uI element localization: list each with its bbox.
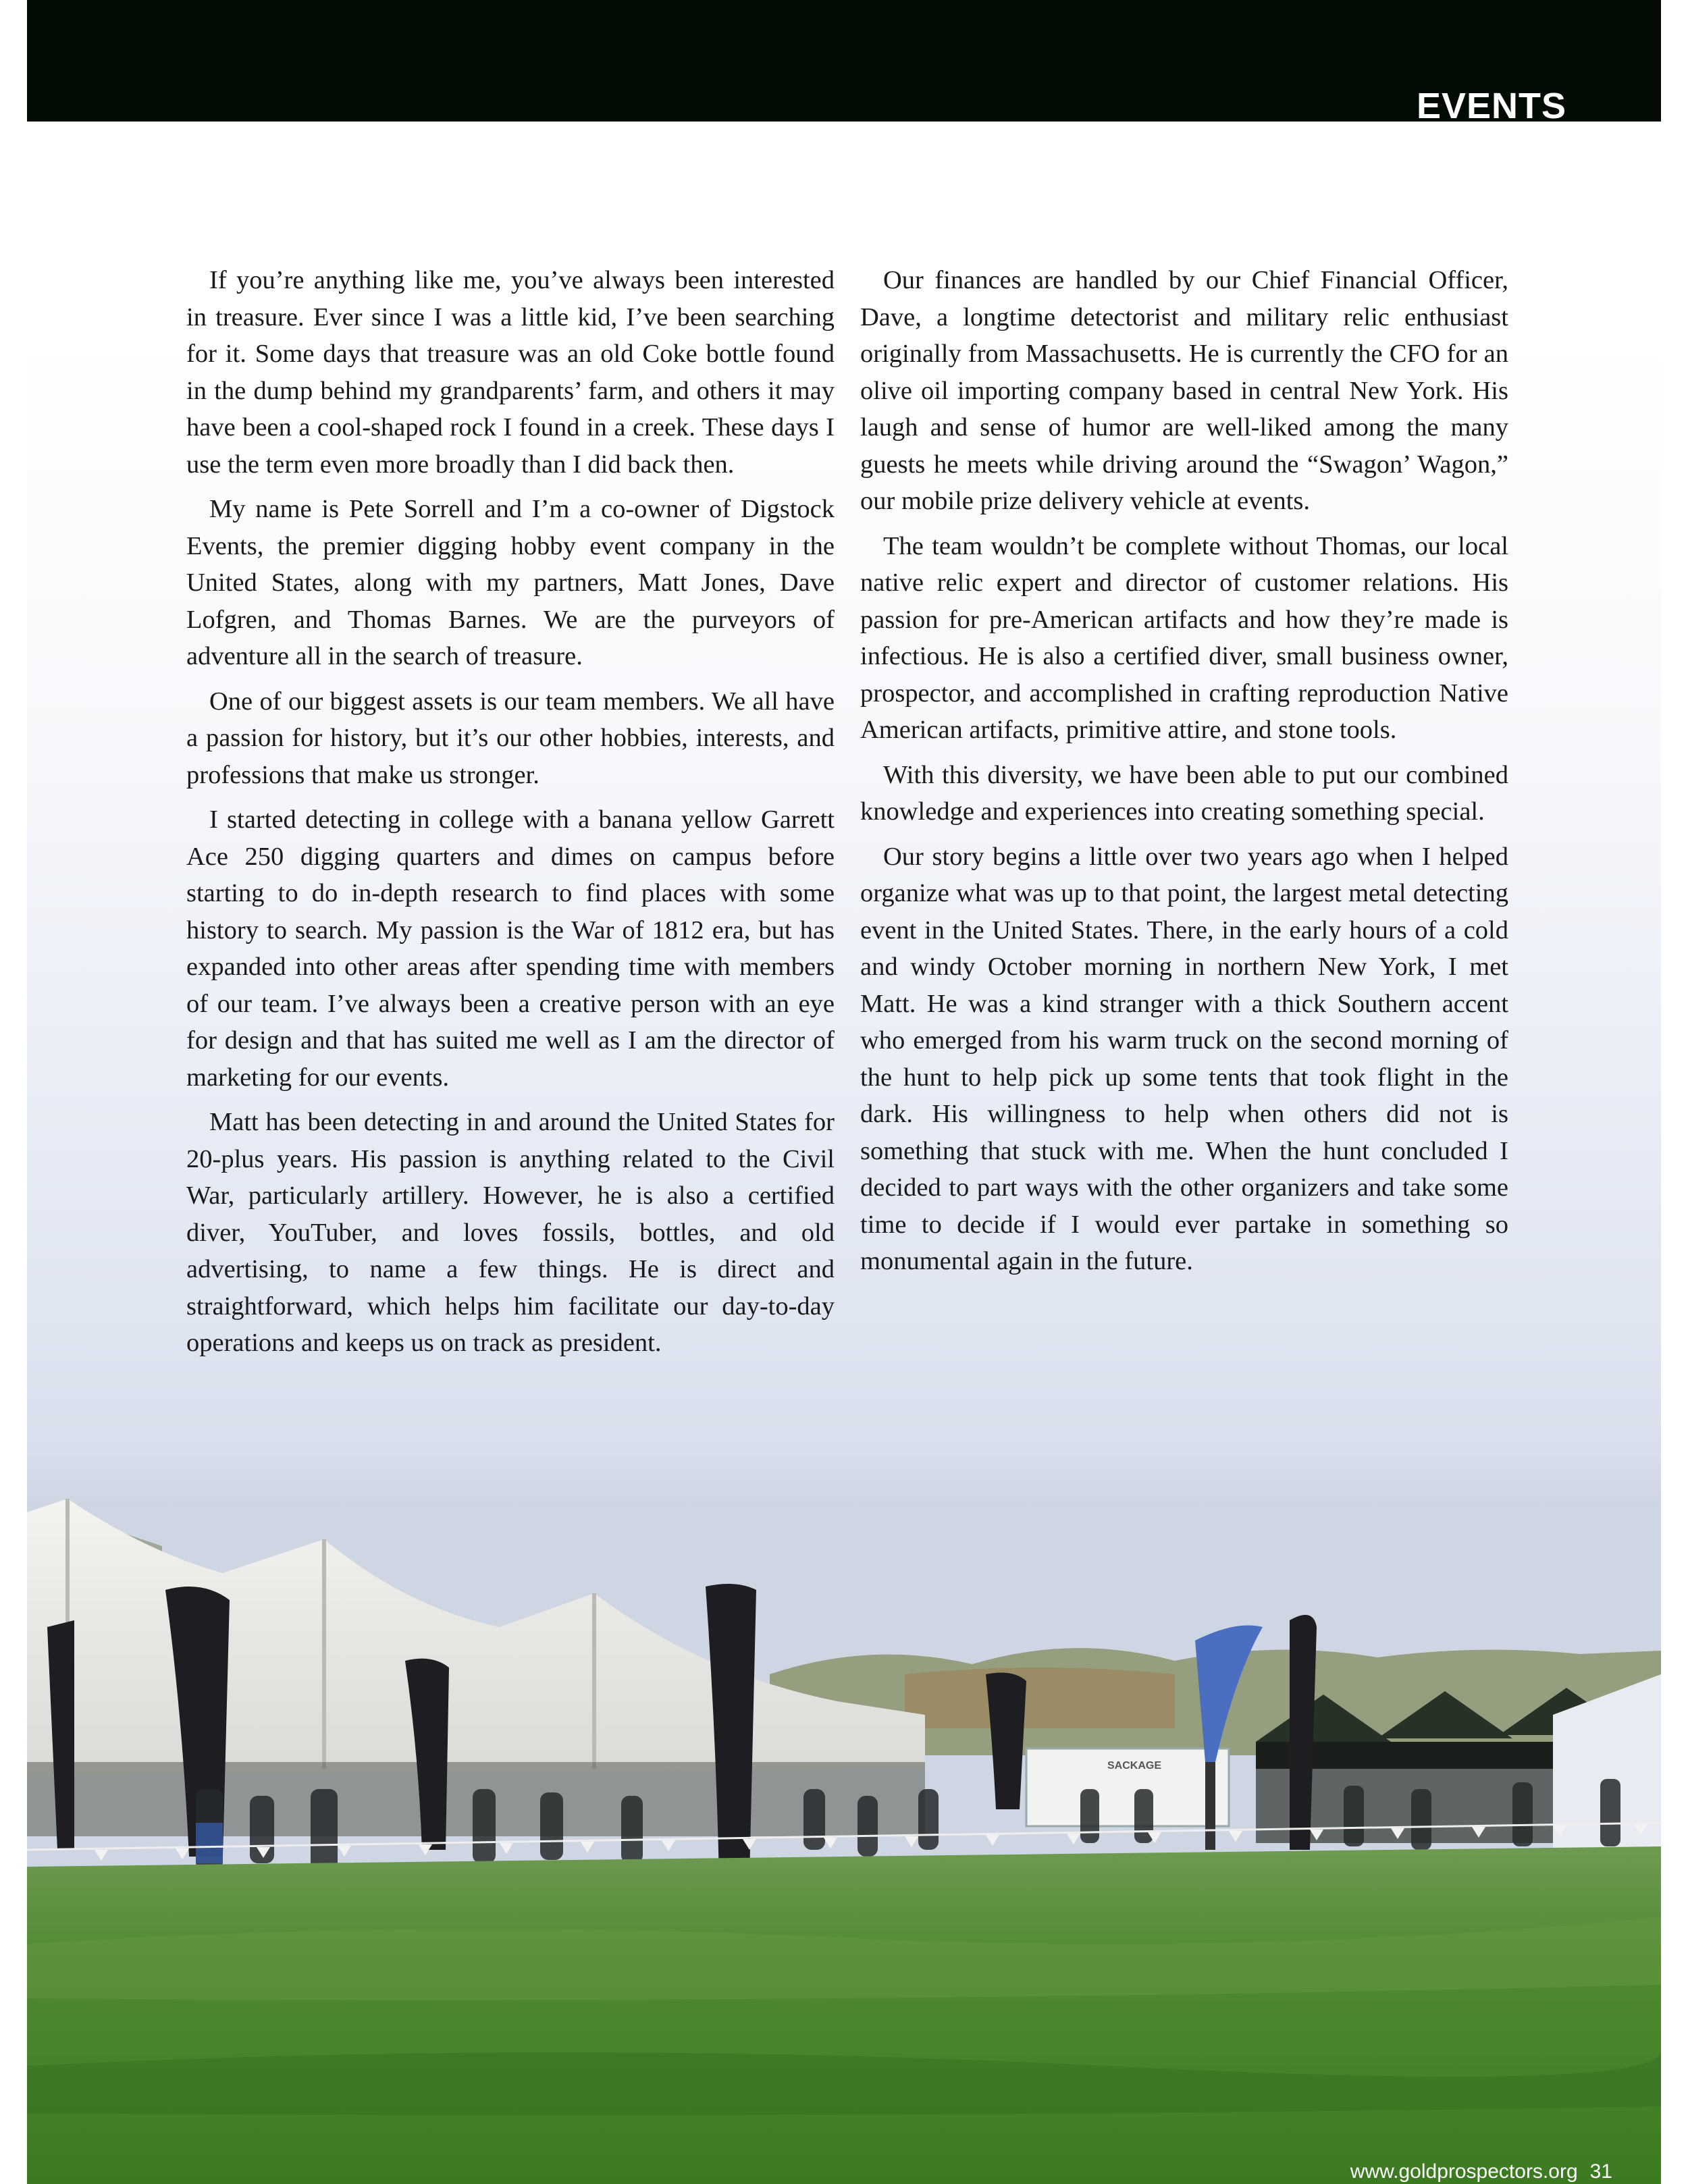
paragraph: I started detecting in college with a banana yellow Garrett Ace 250 digging quarters and dimes on campus before starting to do in-depth research to find places with some history to search. My passion is the War of 1812 era, but has expanded into other areas after spending time with members of our team. I’ve always been a creative person with an eye for design and that has suited me well as I am the director of marketing for our events. — [186, 805, 835, 1092]
paragraph: If you’re anything like me, you’ve always been interested in treasure. Ever since I was a little kid, I’ve been searching for it. Some days that treasure was an old Coke bottle found in the dump behind my grandparents’ farm, and others it may have been a cool-shaped rock I found in a creek. These days I use the term even more broadly than I did back then. — [186, 266, 835, 479]
paragraph: One of our biggest assets is our team members. We all have a passion for history, but it’s our other hobbies, interests, and professions that make us stronger. — [186, 687, 835, 789]
footer-url[interactable]: www.goldprospectors.org — [1350, 2160, 1578, 2183]
article-column-right — [860, 262, 1508, 1288]
trailer-text: SACKAGE — [1107, 1760, 1162, 1772]
page-number: 31 — [1589, 2160, 1612, 2183]
paragraph: My name is Pete Sorrell and I’m a co-owner of Digstock Events, the premier digging hobby event company in the United States, along with my partners, Matt Jones, Dave Lofgren, and Thomas Barnes. We are the purveyors of adventure all in the search of treasure. — [186, 495, 835, 670]
paragraph: Our finances are handled by our Chief Financial Officer, Dave, a longtime detectorist and military relic enthusiast originally from Massachusetts. He is currently the CFO for an olive oil importing company based in central New York. His laugh and sense of humor are well-liked among the many guests he meets while driving around the “Swagon’ Wagon,” our mobile prize delivery vehicle at events. — [860, 266, 1508, 515]
event-photo — [27, 1472, 1661, 2184]
paragraph: Matt has been detecting in and around the United States for 20-plus years. His passion is anything related to the Civil War, particularly artillery. However, he is also a certified diver, YouTuber, and loves fossils, bottles, and old advertising, to name a few things. He is direct and straightforward, which helps him facilitate our day-to-day operations and keeps us on track as president. — [186, 1108, 835, 1357]
magazine-page — [27, 0, 1661, 2184]
paragraph: With this diversity, we have been able to put our combined knowledge and experiences into creating something special. — [860, 760, 1508, 826]
paragraph: The team wouldn’t be complete without Thomas, our local native relic expert and director of customer relations. His passion for pre-American artifacts and how they’re made is infectious. He is also a certified diver, small business owner, prospector, and accomplished in crafting reproduction Native American artifacts, primitive attire, and stone tools. — [860, 531, 1508, 744]
paragraph: Our story begins a little over two years ago when I helped organize what was up to that point, the largest metal detecting event in the United States. There, in the early hours of a cold and windy October morning in northern New York, I met Matt. He was a kind stranger with a thick Southern accent who emerged from his warm truck on the second morning of the hunt to help pick up some tents that took flight in the dark. His willingness to help when others did not is something that stuck with me. When the hunt concluded I decided to part ways with the other organizers and take some time to decide if I would ever partake in something so monumental again in the future. — [860, 842, 1508, 1275]
section-label: EVENTS — [1416, 86, 1566, 126]
article-column-left — [186, 262, 835, 1370]
footer — [1338, 2162, 1612, 2182]
